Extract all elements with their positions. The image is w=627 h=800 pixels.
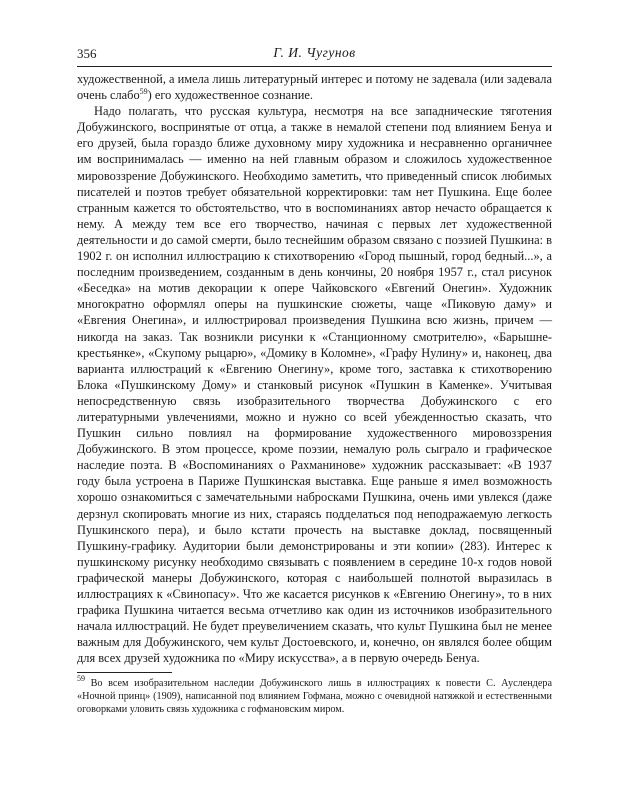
footnote (77, 674, 552, 716)
footnote-number: 59 (77, 674, 85, 684)
page-number: 356 (77, 46, 97, 61)
paragraph-text-end: ) его художественное сознание. (147, 88, 313, 103)
footnote-text: Во всем изобразительном наследии Добужинского лишь в иллюстрациях к повести С. Ауслендера «Ночной принц» (1909), написанной под влиянием Гофмана, можно с очевидной натяжкой и естественными оговорками уловить связь художника с гофмановским миром. (77, 678, 552, 716)
page-header (77, 44, 552, 67)
book-page (77, 44, 552, 716)
paragraph: Надо полагать, что русская культура, несмотря на все западнические тяготения Добужинского, воспринятые от отца, а также в немалой степени под влиянием Бенуа и его друзей, была гораздо ближе духовному миру художника и несравненно органичнее им воспринималась — именно на ней главным образом и сложилось художественное мировоззрение Добужинского. Необходимо заметить, что приведенный список любимых писателей и поэтов требует обязательной корректировки: там нет Пушкина. Еще более странным кажется то обстоятельство, что в воспоминаниях автор нечасто обращается к нему. А между тем все его творчество, начиная с первых лет художественной деятельности и до самой смерти, было теснейшим образом связано с поэзией Пушкина: в 1902 г. он исполнил иллюстрацию к стихотворению «Город пышный, город бедный...», а последним произведением, созданным в день кончины, 20 ноября 1957 г., стал рисунок «Беседка» на мотив декорации к опере Чайковского «Евгений Онегин». Художник многократно оформлял оперы на пушкинские сюжеты, чаще «Пиковую даму» и «Евгения Онегина», и иллюстрировал произведения Пушкина всю жизнь, причем — никогда на заказ. Так возникли рисунки к «Станционному смотрителю», «Барышне-крестьянке», «Скупому рыцарю», «Домику в Коломне», «Графу Нулину» и, наконец, два варианта иллюстраций к «Евгению Онегину», кроме того, заставка к стихотворению Блока «Пушкинскому Дому» и станковый рисунок «Пушкин в Каменке». Учитывая непосредственную связь изобразительного творчества Добужинского с его литературными увлечениями, можно и нужно со всей убежденностью сказать, что Пушкин сильно повлиял на формирование художественного мировоззрения Добужинского. В этом процессе, кроме поэзии, немалую роль сыграло и графическое наследие поэта. В «Воспоминаниях о Рахманинове» художник рассказывает: «В 1937 году была устроена в Париже Пушкинская выставка. Еще раньше я имел возможность хорошо ознакомиться с замечательными набросками Пушкина, очень ими увлекся (даже дерзнул скопировать многие из них, стараясь подделаться под неподражаемую легкость Пушкинского пера), и было кстати прочесть на выставке доклад, посвященный Пушкину-графику. Аудитории были демонстрированы и эти копии» (283). Интерес к пушкинскому рисунку необходимо связывать с появлением в середине 10-х годов новой графической манеры Добужинского, которая с наибольшей полнотой выразилась в иллюстрациях к «Свинопасу». Что же касается рисунков к «Евгению Онегину», то в них графика Пушкина читается весьма отчетливо как один из источников изобразительного начала иллюстраций. Не будет преувеличением сказать, что культ Пушкина был не менее важным для Добужинского, чем культ Достоевского, и, конечно, он являлся более общим для всех друзей художника по «Миру искусства», а в первую очередь Бенуа. (77, 104, 552, 666)
main-text (77, 71, 552, 666)
paragraph-text: художественной, а имела лишь литературный интерес и потому не задевала (или задевала очень слабо (77, 72, 552, 103)
footnote-divider (77, 672, 172, 673)
running-head: Г. И. Чугунов (273, 45, 356, 60)
paragraph-continued (77, 71, 552, 103)
footnote-reference: 59 (139, 87, 148, 97)
